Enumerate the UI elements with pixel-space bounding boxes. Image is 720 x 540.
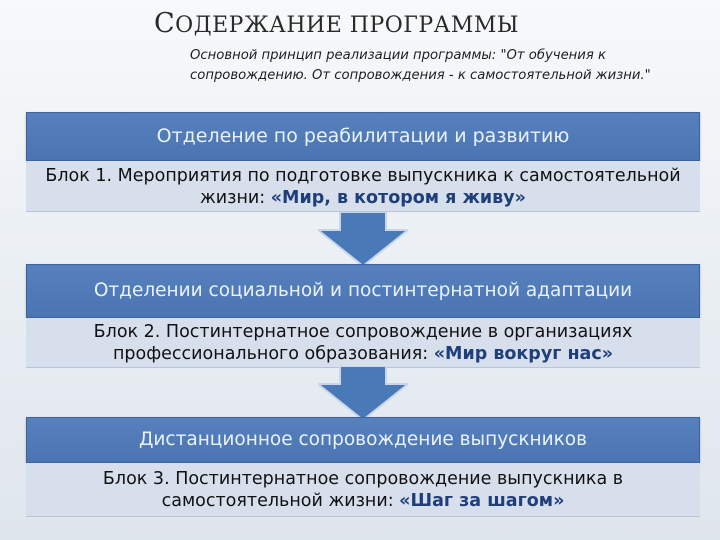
arrow-down-icon xyxy=(318,366,408,420)
page-title xyxy=(154,8,519,39)
title-first-letter: С xyxy=(154,8,176,39)
block-3-highlight: «Шаг за шагом» xyxy=(399,491,565,511)
block-1 xyxy=(26,161,700,212)
department-social-adaptation: Отделении социальной и постинтернатной адаптации xyxy=(26,264,700,318)
block-3-text: Блок 3. Постинтернатное сопровождение выпускника в самостоятельной жизни: xyxy=(102,469,624,511)
program-principle: Основной принцип реализации программы: "От обучения к сопровождению. От сопровождения - к самостоятельной жизни." xyxy=(190,48,651,83)
title-rest: ОДЕРЖАНИЕ ПРОГРАММЫ xyxy=(175,13,520,38)
department-rehabilitation: Отделение по реабилитации и развитию xyxy=(26,112,700,161)
block-3 xyxy=(26,463,700,517)
block-2-highlight: «Мир вокруг нас» xyxy=(433,344,614,364)
department-distance-support: Дистанционное сопровождение выпускников xyxy=(26,417,700,463)
arrow-down-icon xyxy=(318,212,408,266)
block-1-highlight: «Мир, в котором я живу» xyxy=(270,188,526,208)
block-1-text: Блок 1. Мероприятия по подготовке выпускника к самостоятельной жизни: xyxy=(45,166,681,208)
block-2-text: Блок 2. Постинтернатное сопровождение в организациях профессионального образования: xyxy=(93,322,633,364)
block-2 xyxy=(26,318,700,368)
